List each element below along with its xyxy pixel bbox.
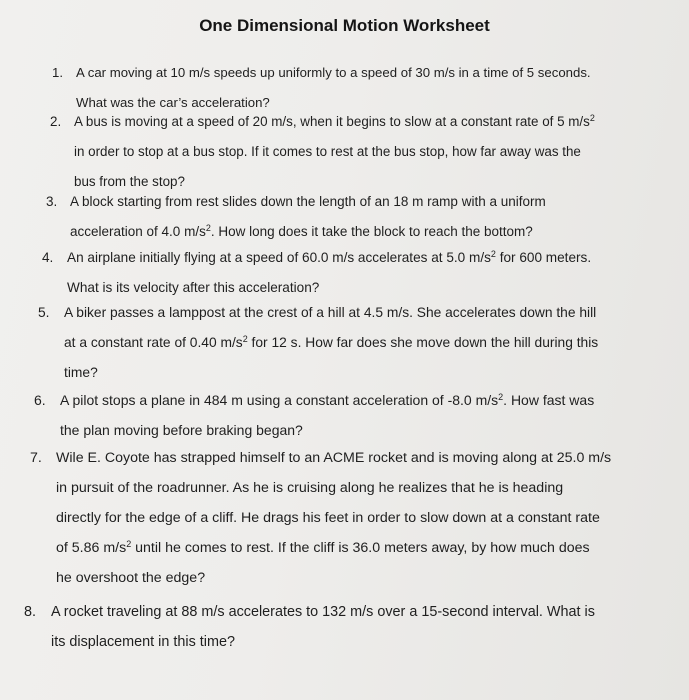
line-segment: . How long does it take the block to reach the bottom? [210,224,533,239]
question-number: 8. [24,604,37,620]
question-line [60,415,594,445]
line-segment: What is its velocity after this acceleration? [67,280,320,295]
line-segment: A rocket traveling at 88 m/s accelerates to 132 m/s over a 15-second interval. What is [51,604,595,620]
line-segment: What was the car’s acceleration? [76,95,270,110]
question-text [64,298,598,388]
question-number: 6. [34,392,46,408]
question-2 [50,107,595,197]
question-line [56,473,611,503]
question-text [51,597,595,657]
question-text [60,385,594,445]
line-segment: A pilot stops a plane in 484 m using a constant acceleration of -8.0 m/s [60,392,499,408]
line-segment: the plan moving before braking began? [60,422,303,438]
question-text [74,107,595,197]
question-number: 3. [46,194,58,209]
line-segment: A biker passes a lamppost at the crest of a hill at 4.5 m/s. She accelerates down the hill [64,305,597,320]
question-number: 7. [30,450,42,466]
exponent: 2 [589,113,595,123]
line-segment: until he comes to rest. If the cliff is 36.0 meters away, by how much does [131,540,590,556]
question-5 [38,298,598,388]
question-text [67,243,591,303]
line-segment: acceleration of 4.0 m/s [70,224,206,239]
line-segment: in pursuit of the roadrunner. As he is cruising along he realizes that he is heading [56,480,564,496]
exponent: 2 [126,539,132,549]
question-line [60,385,594,415]
question-line [67,243,591,273]
question-7 [30,443,611,593]
question-line [64,328,598,358]
line-segment: for 600 meters. [495,250,592,265]
page-title: One Dimensional Motion Worksheet [199,16,490,35]
question-line [64,298,598,328]
line-segment: time? [64,365,98,380]
question-8 [24,597,595,657]
question-4 [42,243,591,303]
question-number: 1. [52,65,63,80]
question-text [70,187,546,247]
question-line [51,597,595,627]
question-line [74,107,595,137]
line-segment: in order to stop at a bus stop. If it comes to rest at the bus stop, how far away was the [74,144,581,159]
exponent: 2 [498,392,504,402]
question-number: 5. [38,305,50,320]
line-segment: for 12 s. How far does she move down the hill during this [247,335,599,350]
exponent: 2 [490,249,496,259]
question-6 [34,385,594,445]
line-segment: A block starting from rest slides down the length of an 18 m ramp with a uniform [70,194,546,209]
question-line [56,563,611,593]
question-number: 4. [42,250,54,265]
line-segment: Wile E. Coyote has strapped himself to an ACME rocket and is moving along at 25.0 m/s [56,450,612,466]
line-segment: A bus is moving at a speed of 20 m/s, when it begins to slow at a constant rate of 5 m/s [74,114,590,129]
question-line [76,58,591,88]
question-line [70,187,546,217]
line-segment: directly for the edge of a cliff. He drags his feet in order to slow down at a constant rate [56,510,600,526]
exponent: 2 [242,334,248,344]
question-line [56,443,611,473]
line-segment: bus from the stop? [74,174,185,189]
line-segment: at a constant rate of 0.40 m/s [64,335,243,350]
line-segment: he overshoot the edge? [56,570,206,586]
question-line [74,137,595,167]
question-number: 2. [50,114,62,129]
line-segment: . How fast was [503,392,595,408]
question-line [56,533,611,563]
question-line [56,503,611,533]
question-3 [46,187,546,247]
line-segment: A car moving at 10 m/s speeds up uniformly to a speed of 30 m/s in a time of 5 seconds. [76,65,591,80]
question-text [56,443,611,593]
exponent: 2 [205,223,211,233]
line-segment: of 5.86 m/s [56,540,127,556]
line-segment: its displacement in this time? [51,634,235,650]
line-segment: An airplane initially flying at a speed of 60.0 m/s accelerates at 5.0 m/s [67,250,491,265]
question-line [51,627,595,657]
question-line [64,358,598,388]
